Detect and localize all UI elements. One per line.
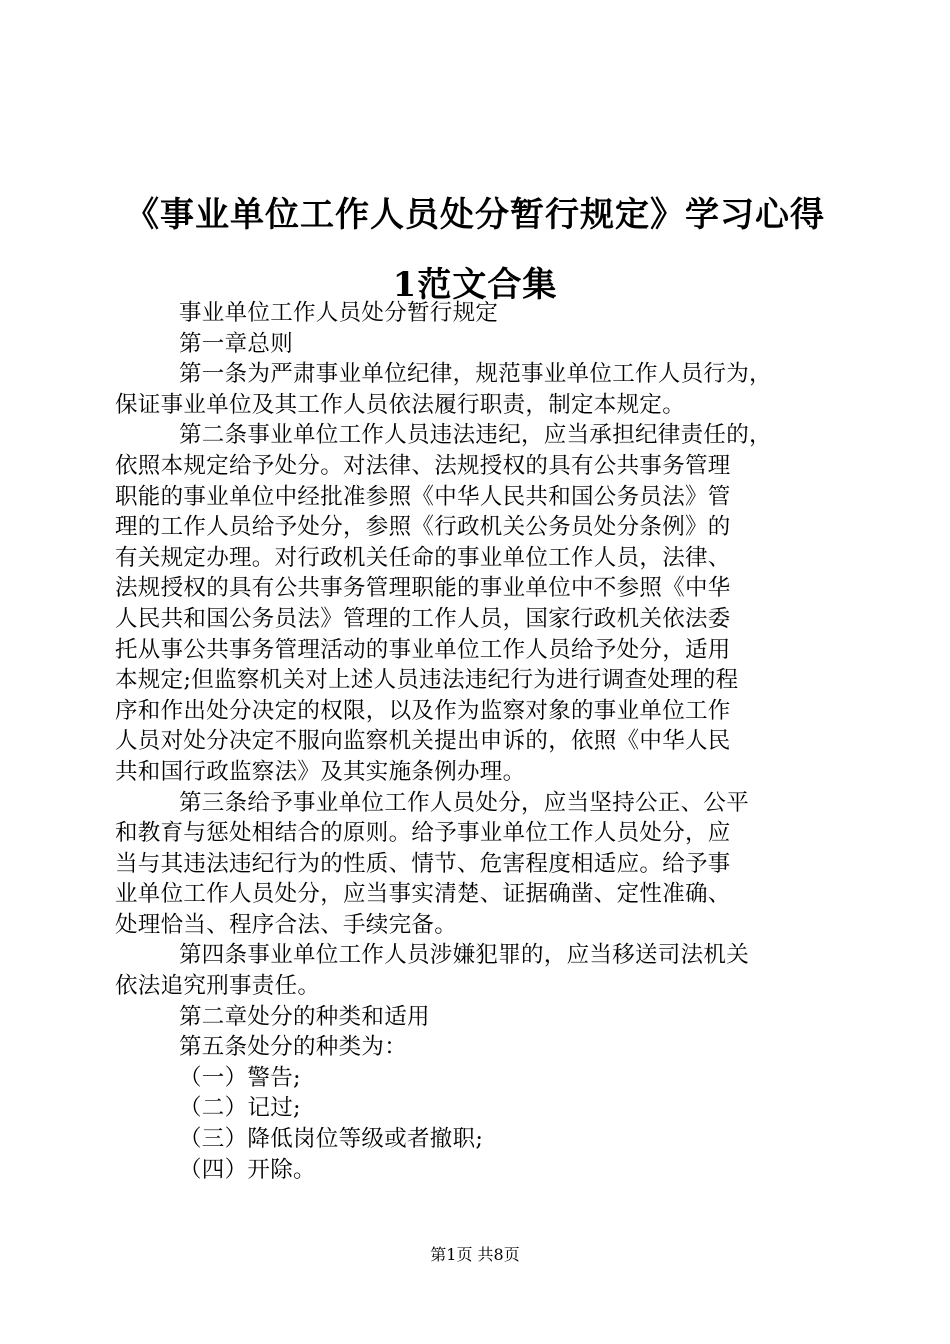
text-line: 第四条事业单位工作人员涉嫌犯罪的，应当移送司法机关 — [179, 942, 750, 969]
text-line: 托从事公共事务管理活动的事业单位工作人员给予处分，适用 — [115, 636, 731, 663]
text-line: 和教育与惩处相结合的原则。给予事业单位工作人员处分，应 — [115, 820, 731, 847]
text-line: （一）警告; — [179, 1064, 301, 1091]
text-line: 有关规定办理。对行政机关任命的事业单位工作人员，法律、 — [115, 544, 731, 571]
text-line: 理的工作人员给予处分，参照《行政机关公务员处分条例》的 — [115, 514, 731, 541]
text-line: 第三条给予事业单位工作人员处分，应当坚持公正、公平 — [179, 789, 750, 816]
text-line: 依照本规定给予处分。对法律、法规授权的具有公共事务管理 — [115, 452, 731, 479]
text-line: 本规定;但监察机关对上述人员违法违纪行为进行调查处理的程 — [115, 667, 739, 694]
text-line: 法规授权的具有公共事务管理职能的事业单位中不参照《中华 — [115, 575, 731, 602]
text-line: （四）开除。 — [179, 1156, 316, 1183]
title-line-2: 1范文合集 — [392, 265, 558, 305]
title-line-1: 《事业单位工作人员处分暂行规定》学习心得 — [125, 195, 825, 235]
page-footer: 第1页 共8页 — [430, 1245, 520, 1264]
text-line: 处理恰当、程序合法、手续完备。 — [115, 911, 458, 938]
text-line: 人民共和国公务员法》管理的工作人员，国家行政机关依法委 — [115, 605, 731, 632]
text-line: 当与其违法违纪行为的性质、情节、危害程度相适应。给予事 — [115, 850, 731, 877]
text-line: 第二章处分的种类和适用 — [179, 1003, 430, 1030]
text-line: 业单位工作人员处分，应当事实清楚、证据确凿、定性准确、 — [115, 881, 731, 908]
text-line: 保证事业单位及其工作人员依法履行职责，制定本规定。 — [115, 391, 686, 418]
text-line: 第五条处分的种类为： — [179, 1034, 408, 1061]
text-line: 职能的事业单位中经批准参照《中华人民共和国公务员法》管 — [115, 483, 731, 510]
text-line: 事业单位工作人员处分暂行规定 — [179, 300, 499, 326]
text-line: 依法追究刑事责任。 — [115, 973, 321, 1000]
document-body — [115, 298, 840, 1185]
text-line: （二）记过; — [179, 1095, 301, 1122]
text-line: 人员对处分决定不服向监察机关提出申诉的，依照《中华人民 — [115, 728, 731, 755]
text-line: 第一章总则 — [179, 330, 294, 357]
text-line: 共和国行政监察法》及其实施条例办理。 — [115, 758, 526, 785]
text-line: 第二条事业单位工作人员违法违纪，应当承担纪律责任的， — [179, 422, 772, 449]
text-line: 第一条为严肃事业单位纪律，规范事业单位工作人员行为， — [179, 361, 772, 388]
text-line: 序和作出处分决定的权限，以及作为监察对象的事业单位工作 — [115, 697, 731, 724]
text-line: （三）降低岗位等级或者撤职; — [179, 1126, 484, 1153]
